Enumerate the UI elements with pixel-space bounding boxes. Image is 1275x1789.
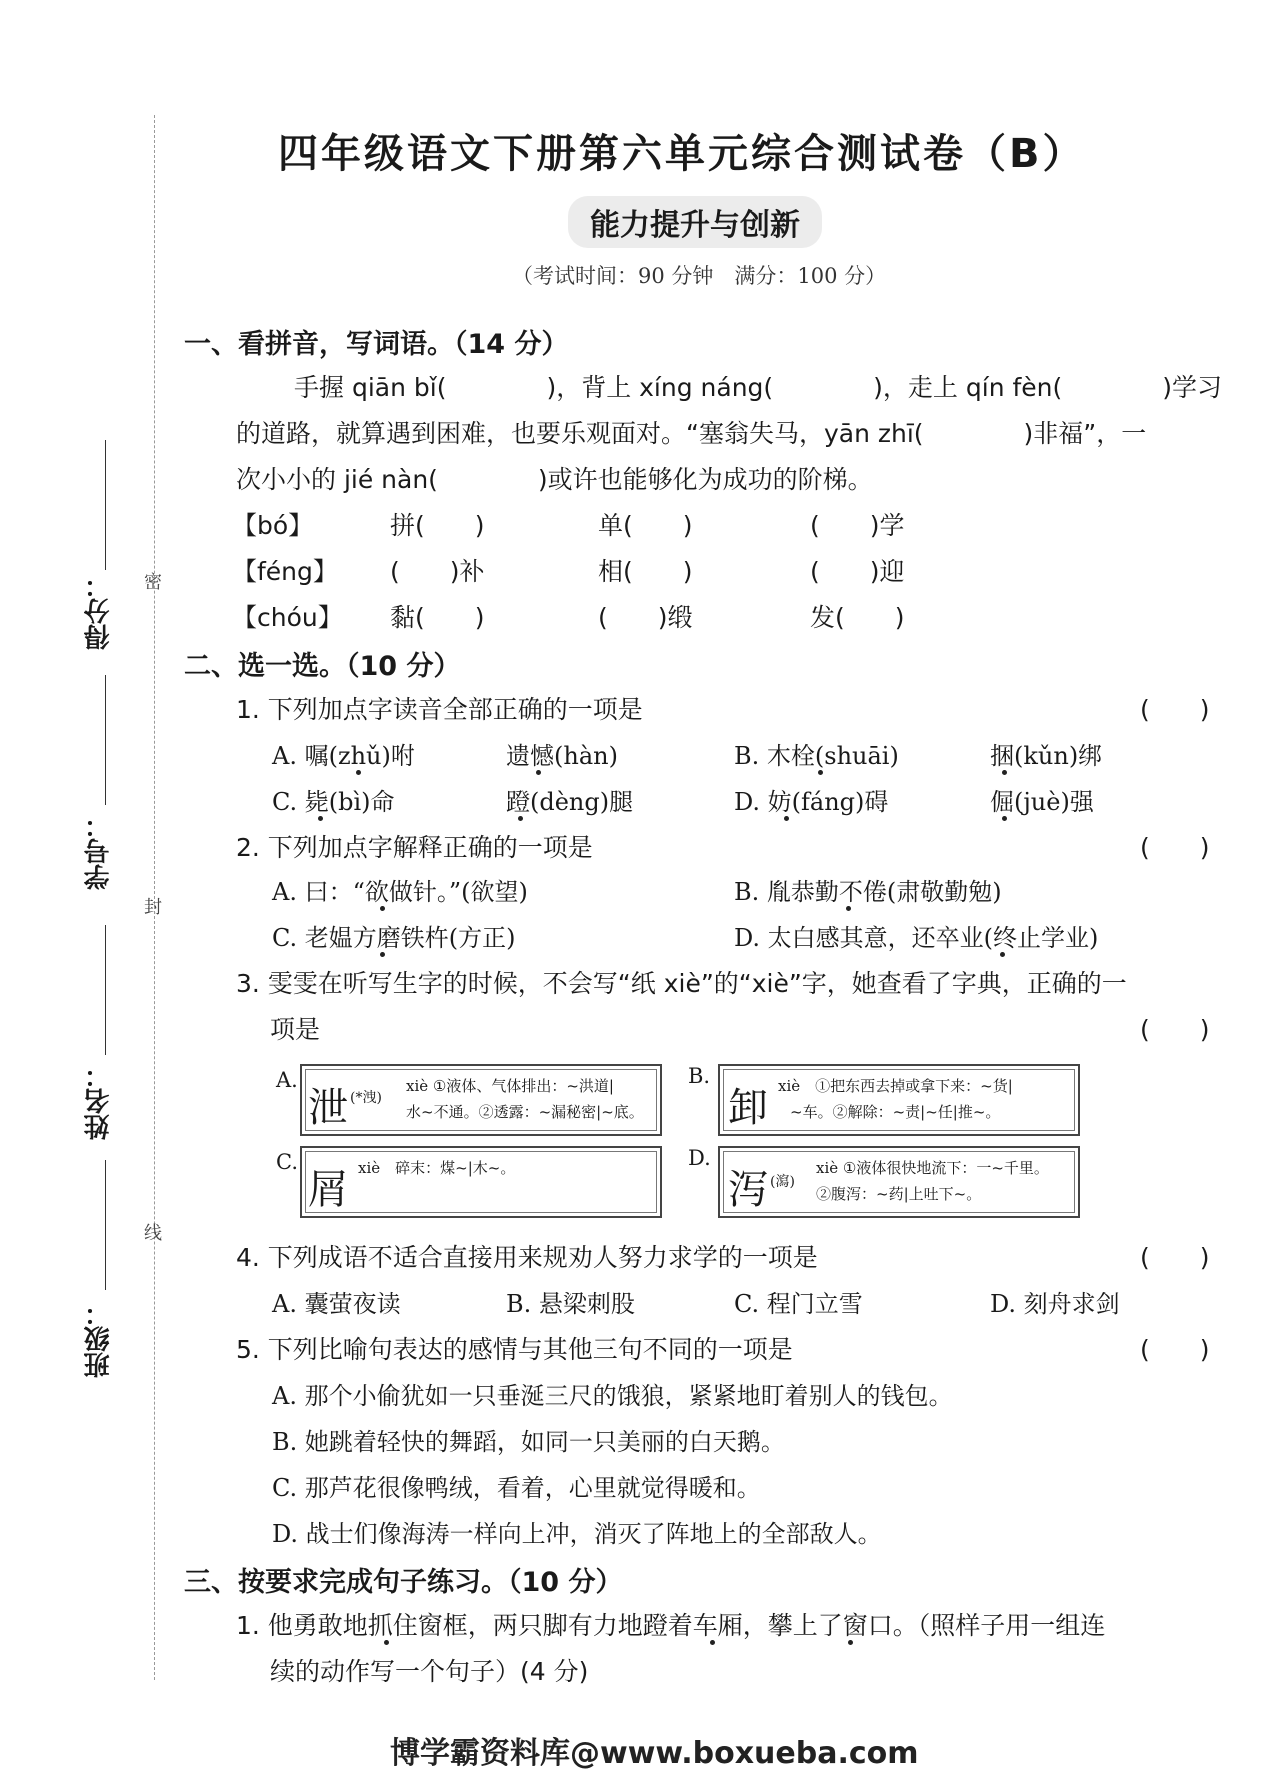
- dict-a-variant: (*洩): [350, 1090, 382, 1106]
- q4-option-b: B. 悬梁刺股: [506, 1290, 635, 1318]
- name-label: 姓名：: [84, 1062, 114, 1140]
- s1-row-1-c[interactable]: ( )学: [810, 511, 905, 540]
- emphasis-dot: [818, 770, 823, 775]
- q4-answer-paren[interactable]: ( ): [1140, 1243, 1210, 1272]
- dict-c-label: C.: [276, 1150, 298, 1174]
- s3-q1-stem-cont: 续的动作写一个句子）(4 分): [270, 1657, 589, 1686]
- class-label: 班级：: [84, 1300, 114, 1378]
- number-label: 学号：: [84, 812, 114, 890]
- q5-stem: 5. 下列比喻句表达的感情与其他三句不同的一项是: [236, 1335, 793, 1364]
- emphasis-dot: [380, 906, 385, 911]
- dict-entry-c[interactable]: [300, 1146, 662, 1218]
- q5-option-d: D. 战士们像海涛一样向上冲，消灭了阵地上的全部敌人。: [272, 1520, 882, 1548]
- dict-entry-a[interactable]: [300, 1064, 662, 1136]
- dict-d-line-2: ②腹泻：~药|上吐下~。: [816, 1185, 982, 1203]
- q3-stem: 3. 雯雯在听写生字的时候，不会写“纸 xiè”的“xiè”字，她查看了字典，正确的一: [236, 969, 1127, 998]
- q3-answer-paren[interactable]: ( ): [1140, 1015, 1210, 1044]
- emphasis-dot: [848, 1640, 853, 1645]
- q1-stem: 1. 下列加点字读音全部正确的一项是: [236, 695, 643, 724]
- emphasis-dot: [1002, 816, 1007, 821]
- dict-a-char: 泄: [308, 1085, 348, 1131]
- dict-b-line-2: ~车。②解除：~责|~任|推~。: [790, 1103, 1001, 1121]
- q5-answer-paren[interactable]: ( ): [1140, 1335, 1210, 1364]
- q4-stem: 4. 下列成语不适合直接用来规劝人努力求学的一项是: [236, 1243, 818, 1272]
- section-3-heading: 三、按要求完成句子练习。（10 分）: [184, 1567, 623, 1598]
- page-title: 四年级语文下册第六单元综合测试卷（B）: [278, 131, 1086, 177]
- emphasis-dot: [784, 816, 789, 821]
- dict-c-line-1: xiè 碎末：煤~|木~。: [358, 1159, 516, 1177]
- number-blank-line[interactable]: [105, 675, 106, 805]
- dict-a-label: A.: [276, 1068, 298, 1092]
- dict-b-label: B.: [688, 1064, 711, 1088]
- q4-option-c: C. 程门立雪: [734, 1290, 863, 1318]
- emphasis-dot: [318, 816, 323, 821]
- dict-b-line-1: xiè ①把东西去掉或拿下来：~货|: [778, 1077, 1013, 1095]
- emphasis-dot: [380, 952, 385, 957]
- s1-line-1[interactable]: 手握 qiān bǐ( )，背上 xíng náng( )，走上 qín fèn( )学习: [294, 373, 1223, 402]
- q4-option-d: D. 刻舟求剑: [990, 1290, 1120, 1318]
- seal-char-xian: 线: [144, 1223, 162, 1244]
- emphasis-dot: [384, 1640, 389, 1645]
- class-blank-line[interactable]: [105, 1160, 106, 1290]
- section-2-heading: 二、选一选。（10 分）: [184, 651, 461, 682]
- page-subtitle: 能力提升与创新: [568, 196, 822, 248]
- dict-b-char: 卸: [728, 1085, 768, 1131]
- emphasis-dot: [536, 770, 541, 775]
- section-1-heading: 一、看拼音，写词语。（14 分）: [184, 329, 569, 360]
- q2-option-b: B. 胤恭勤不倦(肃敬勤勉): [734, 878, 1002, 906]
- q1-option-c1: C. 毙(bì)命: [272, 788, 395, 816]
- name-blank-line[interactable]: [105, 925, 106, 1055]
- emphasis-dot: [1000, 952, 1005, 957]
- q1-option-b2: 捆(kǔn)绑: [990, 742, 1103, 770]
- exam-info: （考试时间：90 分钟 满分：100 分）: [512, 264, 887, 288]
- emphasis-dot: [1002, 770, 1007, 775]
- seal-char-mi: 密: [144, 572, 162, 593]
- dict-d-label: D.: [688, 1146, 711, 1170]
- dict-a-line-1: xiè ①液体、气体排出：~洪道|: [406, 1077, 614, 1095]
- q1-option-a1: A. 嘱(zhǔ)咐: [272, 742, 415, 770]
- emphasis-dot: [710, 1640, 715, 1645]
- q1-answer-paren[interactable]: ( ): [1140, 695, 1210, 724]
- s1-row-3-c[interactable]: 发( ): [810, 603, 905, 632]
- emphasis-dot: [356, 770, 361, 775]
- s1-row-3-b[interactable]: ( )缎: [598, 603, 693, 632]
- s1-line-2[interactable]: 的道路，就算遇到困难，也要乐观面对。“塞翁失马，yān zhī( )非福”，一: [236, 419, 1147, 448]
- s1-line-3[interactable]: 次小小的 jié nàn( )或许也能够化为成功的阶梯。: [236, 465, 873, 494]
- seal-char-feng: 封: [144, 897, 162, 918]
- q2-option-a: A. 曰：“欲做针。”(欲望): [272, 878, 528, 906]
- score-label: 得分：: [84, 572, 114, 650]
- q5-option-c: C. 那芦花很像鸭绒，看着，心里就觉得暖和。: [272, 1474, 761, 1502]
- q1-option-d2: 倔(juè)强: [990, 788, 1094, 816]
- q5-option-b: B. 她跳着轻快的舞蹈，如同一只美丽的白天鹅。: [272, 1428, 785, 1456]
- score-blank-line[interactable]: [105, 440, 106, 570]
- s1-row-1-a[interactable]: 拼( ): [390, 511, 485, 540]
- q2-answer-paren[interactable]: ( ): [1140, 833, 1210, 862]
- q5-option-a: A. 那个小偷犹如一只垂涎三尺的饿狼，紧紧地盯着别人的钱包。: [272, 1382, 953, 1410]
- dict-d-line-1: xiè ①液体很快地流下：一~千里。: [816, 1159, 1049, 1177]
- dict-d-variant: (瀉): [770, 1174, 795, 1190]
- s1-row-3-pinyin: 【chóu】: [232, 603, 343, 632]
- s1-row-1-b[interactable]: 单( ): [598, 511, 693, 540]
- q2-stem: 2. 下列加点字解释正确的一项是: [236, 833, 593, 862]
- q4-option-a: A. 囊萤夜读: [272, 1290, 401, 1318]
- q1-option-a2: 遗憾(hàn): [506, 742, 618, 770]
- q1-option-d1: D. 妨(fáng)碍: [734, 788, 889, 816]
- s3-q1-stem: 1. 他勇敢地抓住窗框，两只脚有力地蹬着车厢，攀上了窗口。（照样子用一组连: [236, 1611, 1106, 1640]
- q2-option-c: C. 老媪方磨铁杵(方正): [272, 924, 516, 952]
- s1-row-1-pinyin: 【bó】: [232, 511, 314, 540]
- s1-row-3-a[interactable]: 黏( ): [390, 603, 485, 632]
- q2-option-d: D. 太白感其意，还卒业(终止学业): [734, 924, 1099, 952]
- q3-stem-cont: 项是: [270, 1015, 321, 1044]
- s1-row-2-pinyin: 【féng】: [232, 557, 338, 586]
- dict-d-char: 泻: [728, 1167, 768, 1213]
- dict-entry-d[interactable]: [718, 1146, 1080, 1218]
- emphasis-dot: [846, 906, 851, 911]
- dict-entry-b[interactable]: [718, 1064, 1080, 1136]
- s1-row-2-b[interactable]: 相( ): [598, 557, 693, 586]
- watermark: 博学霸资料库@www.boxueba.com: [390, 1736, 919, 1771]
- emphasis-dot: [518, 816, 523, 821]
- q1-option-b1: B. 木栓(shuāi): [734, 742, 899, 770]
- s1-row-2-c[interactable]: ( )迎: [810, 557, 905, 586]
- dict-a-line-2: 水~不通。②透露：~漏秘密|~底。: [406, 1103, 644, 1121]
- s1-row-2-a[interactable]: ( )补: [390, 557, 485, 586]
- q1-option-c2: 蹬(dèng)腿: [506, 788, 634, 816]
- dict-c-char: 屑: [308, 1167, 348, 1213]
